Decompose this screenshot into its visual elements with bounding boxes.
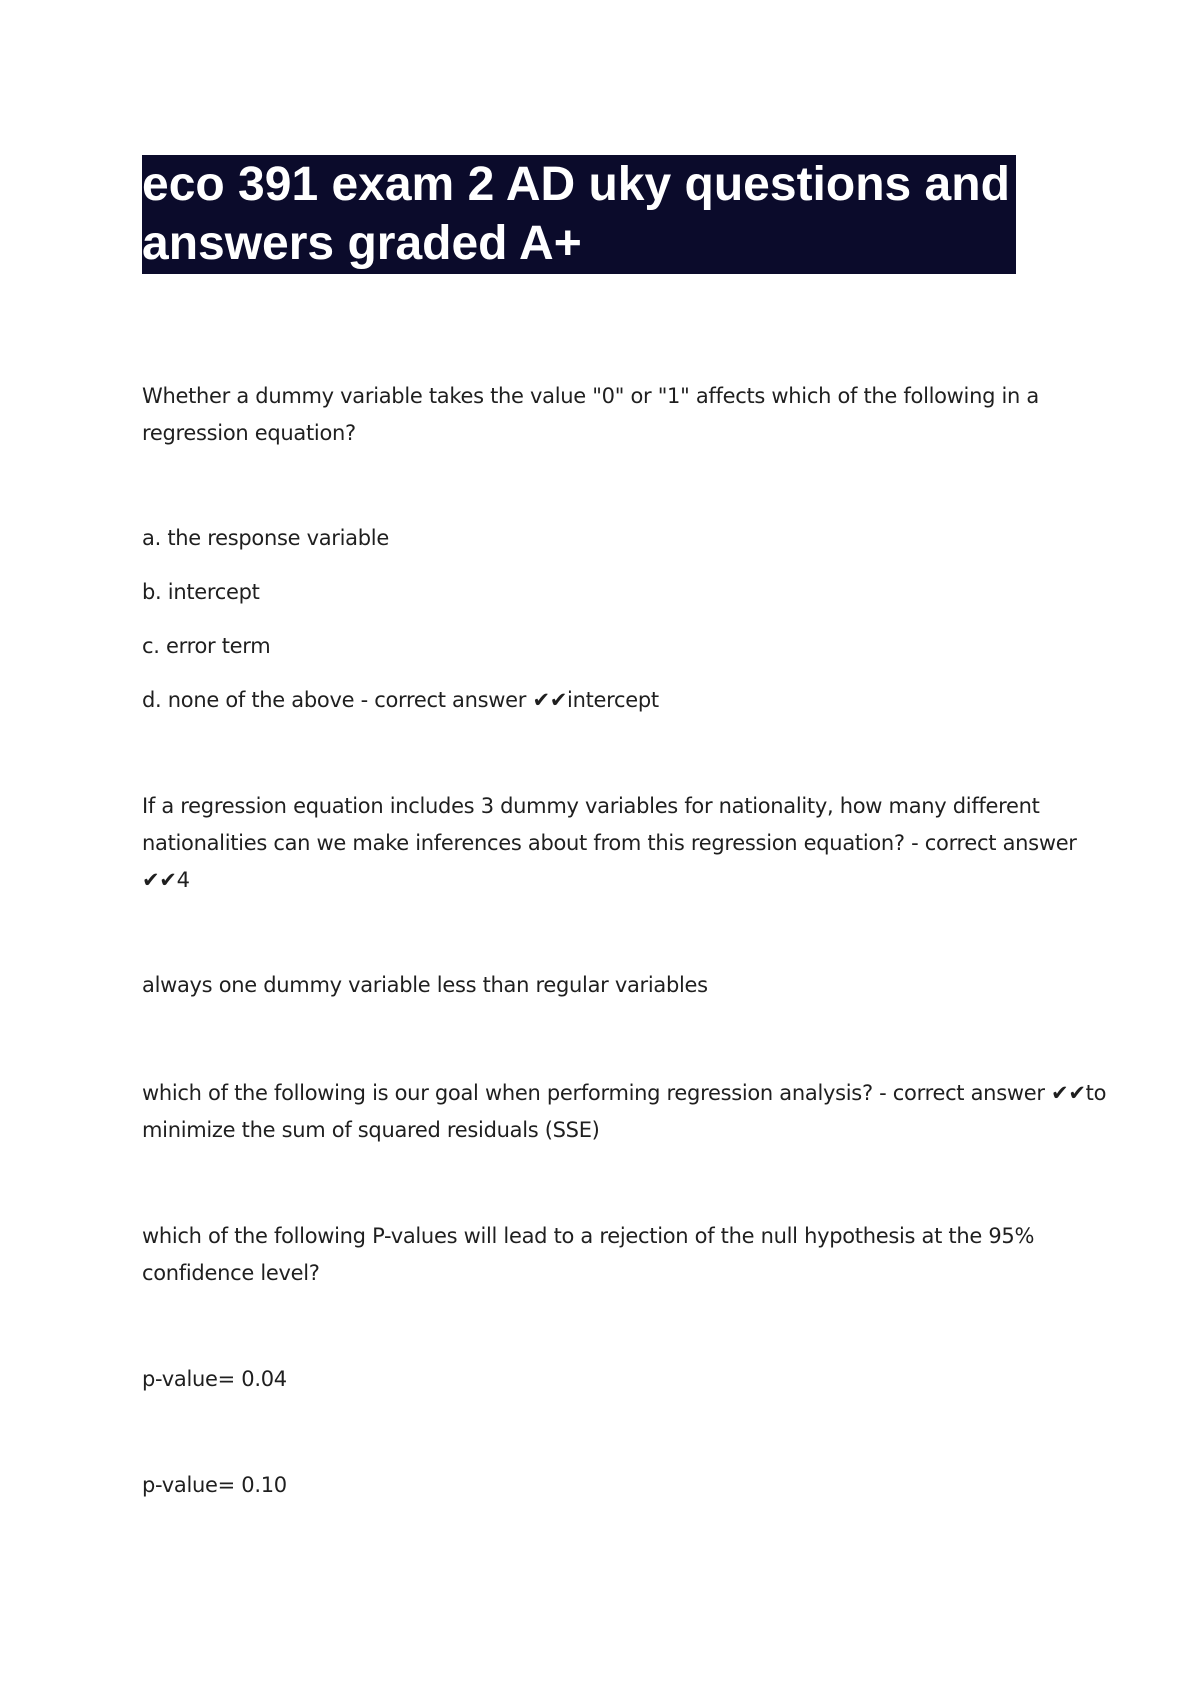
title-line-2: answers graded A+: [142, 217, 582, 270]
question-1-option-a: a. the response variable: [142, 526, 389, 550]
question-1-option-c: c. error term: [142, 634, 271, 658]
question-4-text: [142, 1218, 1072, 1292]
title-line-1: eco 391 exam 2 AD uky questions and: [142, 158, 1010, 211]
question-3-text: [142, 1075, 1107, 1149]
question-4-line-1: which of the following P-values will lead to a rejection of the null hypothesis at the 95%: [142, 1224, 1035, 1248]
question-3-line-1: which of the following is our goal when performing regression analysis? - correct answer ✔✔to: [142, 1081, 1107, 1105]
question-2-line-2: nationalities can we make inferences about from this regression equation? - correct answer: [142, 831, 1077, 855]
question-4-line-2: confidence level?: [142, 1261, 320, 1285]
note-text: always one dummy variable less than regular variables: [142, 973, 708, 997]
question-4-choice-1: p-value= 0.04: [142, 1367, 287, 1391]
question-1-option-d: d. none of the above - correct answer ✔✔intercept: [142, 688, 659, 712]
question-2-line-3: ✔✔4: [142, 868, 190, 892]
document-title: [142, 155, 1016, 274]
question-2-line-1: If a regression equation includes 3 dummy variables for nationality, how many different: [142, 794, 1040, 818]
question-1-line-2: regression equation?: [142, 421, 356, 445]
question-1-text: [142, 378, 1072, 452]
question-3-line-2: minimize the sum of squared residuals (SSE): [142, 1118, 600, 1142]
question-1-option-b: b. intercept: [142, 580, 260, 604]
question-2-text: [142, 788, 1077, 899]
question-4-choice-2: p-value= 0.10: [142, 1473, 287, 1497]
question-1-line-1: Whether a dummy variable takes the value "0" or "1" affects which of the following in a: [142, 384, 1039, 408]
